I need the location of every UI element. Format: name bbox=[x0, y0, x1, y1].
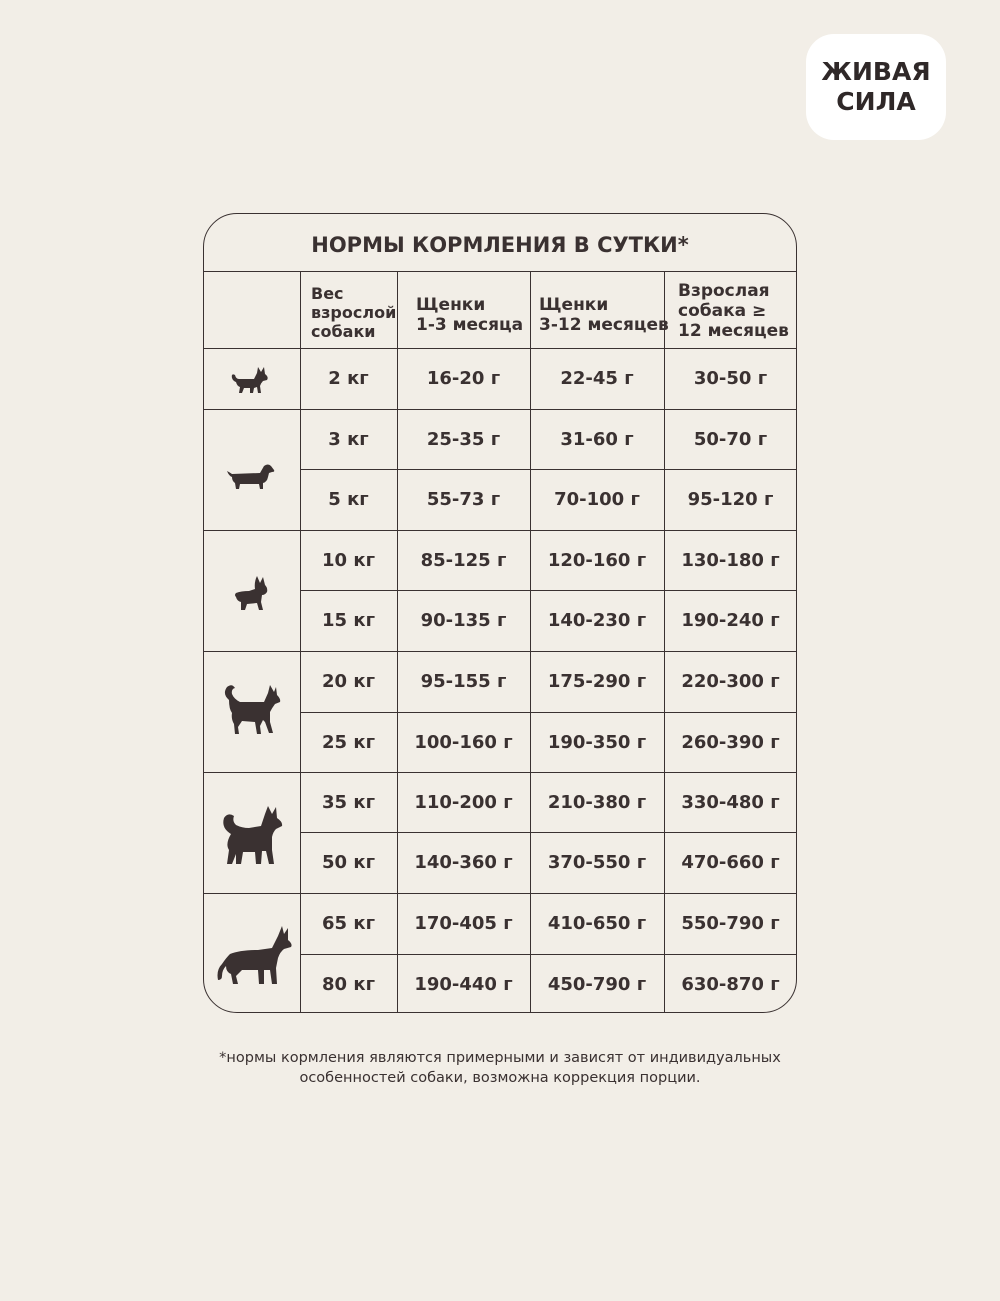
feeding-table bbox=[203, 213, 797, 1013]
puppy-3-12-cell: 70-100 г bbox=[554, 488, 640, 510]
puppy-1-3-cell: 55-73 г bbox=[426, 488, 501, 510]
adult-cell: 130-180 г bbox=[681, 549, 780, 571]
adult-cell: 50-70 г bbox=[693, 428, 768, 450]
weight-cell: 25 кг bbox=[322, 731, 375, 753]
adult-cell: 30-50 г bbox=[693, 367, 768, 389]
header-line: Взрослая bbox=[678, 281, 770, 301]
footnote-line-2: особенностей собаки, возможна коррекция порции. bbox=[299, 1070, 701, 1086]
adult-cell: 550-790 г bbox=[681, 912, 780, 934]
puppy-1-3-cell: 90-135 г bbox=[420, 609, 507, 631]
header-line: 1-3 месяца bbox=[416, 315, 524, 335]
puppy-1-3-cell: 100-160 г bbox=[414, 731, 513, 753]
puppy-1-3-cell: 85-125 г bbox=[420, 549, 507, 571]
adult-cell: 260-390 г bbox=[681, 731, 780, 753]
adult-cell: 220-300 г bbox=[681, 670, 780, 692]
weight-cell: 15 кг bbox=[322, 609, 375, 631]
weight-cell: 5 кг bbox=[328, 488, 369, 510]
logo-line-1: ЖИВАЯ bbox=[821, 57, 931, 86]
header-weight bbox=[311, 284, 396, 341]
puppy-3-12-cell: 120-160 г bbox=[547, 549, 647, 571]
puppy-3-12-cell: 140-230 г bbox=[547, 609, 647, 631]
mixed-breed-dog-icon bbox=[220, 682, 282, 738]
puppy-1-3-cell: 190-440 г bbox=[414, 973, 513, 995]
puppy-1-3-cell: 25-35 г bbox=[426, 428, 501, 450]
dachshund-icon bbox=[226, 459, 276, 493]
header-puppy-1-3 bbox=[416, 295, 523, 335]
header-line: Щенки bbox=[416, 295, 486, 315]
shepherd-dog-icon bbox=[214, 922, 294, 992]
footnote bbox=[150, 1048, 850, 1088]
weight-cell: 80 кг bbox=[322, 973, 375, 995]
weight-cell: 65 кг bbox=[322, 912, 375, 934]
adult-cell: 330-480 г bbox=[681, 791, 780, 813]
header-line: Вес bbox=[311, 284, 344, 303]
puppy-3-12-cell: 410-650 г bbox=[547, 912, 647, 934]
header-adult bbox=[678, 281, 789, 341]
header-line: 3-12 месяцев bbox=[539, 315, 669, 335]
chihuahua-icon bbox=[230, 364, 270, 396]
adult-cell: 190-240 г bbox=[681, 609, 780, 631]
weight-cell: 20 кг bbox=[322, 670, 375, 692]
adult-cell: 630-870 г bbox=[681, 973, 780, 995]
puppy-3-12-cell: 190-350 г bbox=[547, 731, 647, 753]
puppy-1-3-cell: 16-20 г bbox=[426, 367, 501, 389]
french-bulldog-icon bbox=[231, 574, 271, 614]
header-line: Щенки bbox=[539, 295, 609, 315]
weight-cell: 35 кг bbox=[322, 791, 375, 813]
adult-cell: 470-660 г bbox=[681, 851, 780, 873]
header-line: 12 месяцев bbox=[678, 321, 789, 341]
header-line: собака ≥ bbox=[678, 301, 767, 321]
puppy-1-3-cell: 170-405 г bbox=[414, 912, 513, 934]
puppy-1-3-cell: 140-360 г bbox=[414, 851, 513, 873]
puppy-3-12-cell: 450-790 г bbox=[547, 973, 647, 995]
puppy-3-12-cell: 175-290 г bbox=[547, 670, 647, 692]
header-line: взрослой bbox=[311, 303, 397, 322]
footnote-line-1: *нормы кормления являются примерными и зависят от индивидуальных bbox=[219, 1050, 781, 1066]
weight-cell: 10 кг bbox=[322, 549, 375, 571]
weight-cell: 50 кг bbox=[322, 851, 375, 873]
puppy-1-3-cell: 95-155 г bbox=[420, 670, 507, 692]
table-title: НОРМЫ КОРМЛЕНИЯ В СУТКИ* bbox=[204, 214, 796, 272]
puppy-3-12-cell: 370-550 г bbox=[547, 851, 647, 873]
brand-logo bbox=[806, 34, 946, 140]
husky-icon bbox=[219, 804, 285, 870]
weight-cell: 3 кг bbox=[328, 428, 369, 450]
adult-cell: 95-120 г bbox=[687, 488, 774, 510]
puppy-3-12-cell: 22-45 г bbox=[560, 367, 634, 389]
weight-cell: 2 кг bbox=[328, 367, 369, 389]
logo-line-2: СИЛА bbox=[836, 87, 916, 116]
puppy-3-12-cell: 31-60 г bbox=[560, 428, 634, 450]
puppy-1-3-cell: 110-200 г bbox=[414, 791, 513, 813]
header-line: собаки bbox=[311, 322, 376, 341]
puppy-3-12-cell: 210-380 г bbox=[547, 791, 647, 813]
header-puppy-3-12 bbox=[539, 295, 669, 335]
